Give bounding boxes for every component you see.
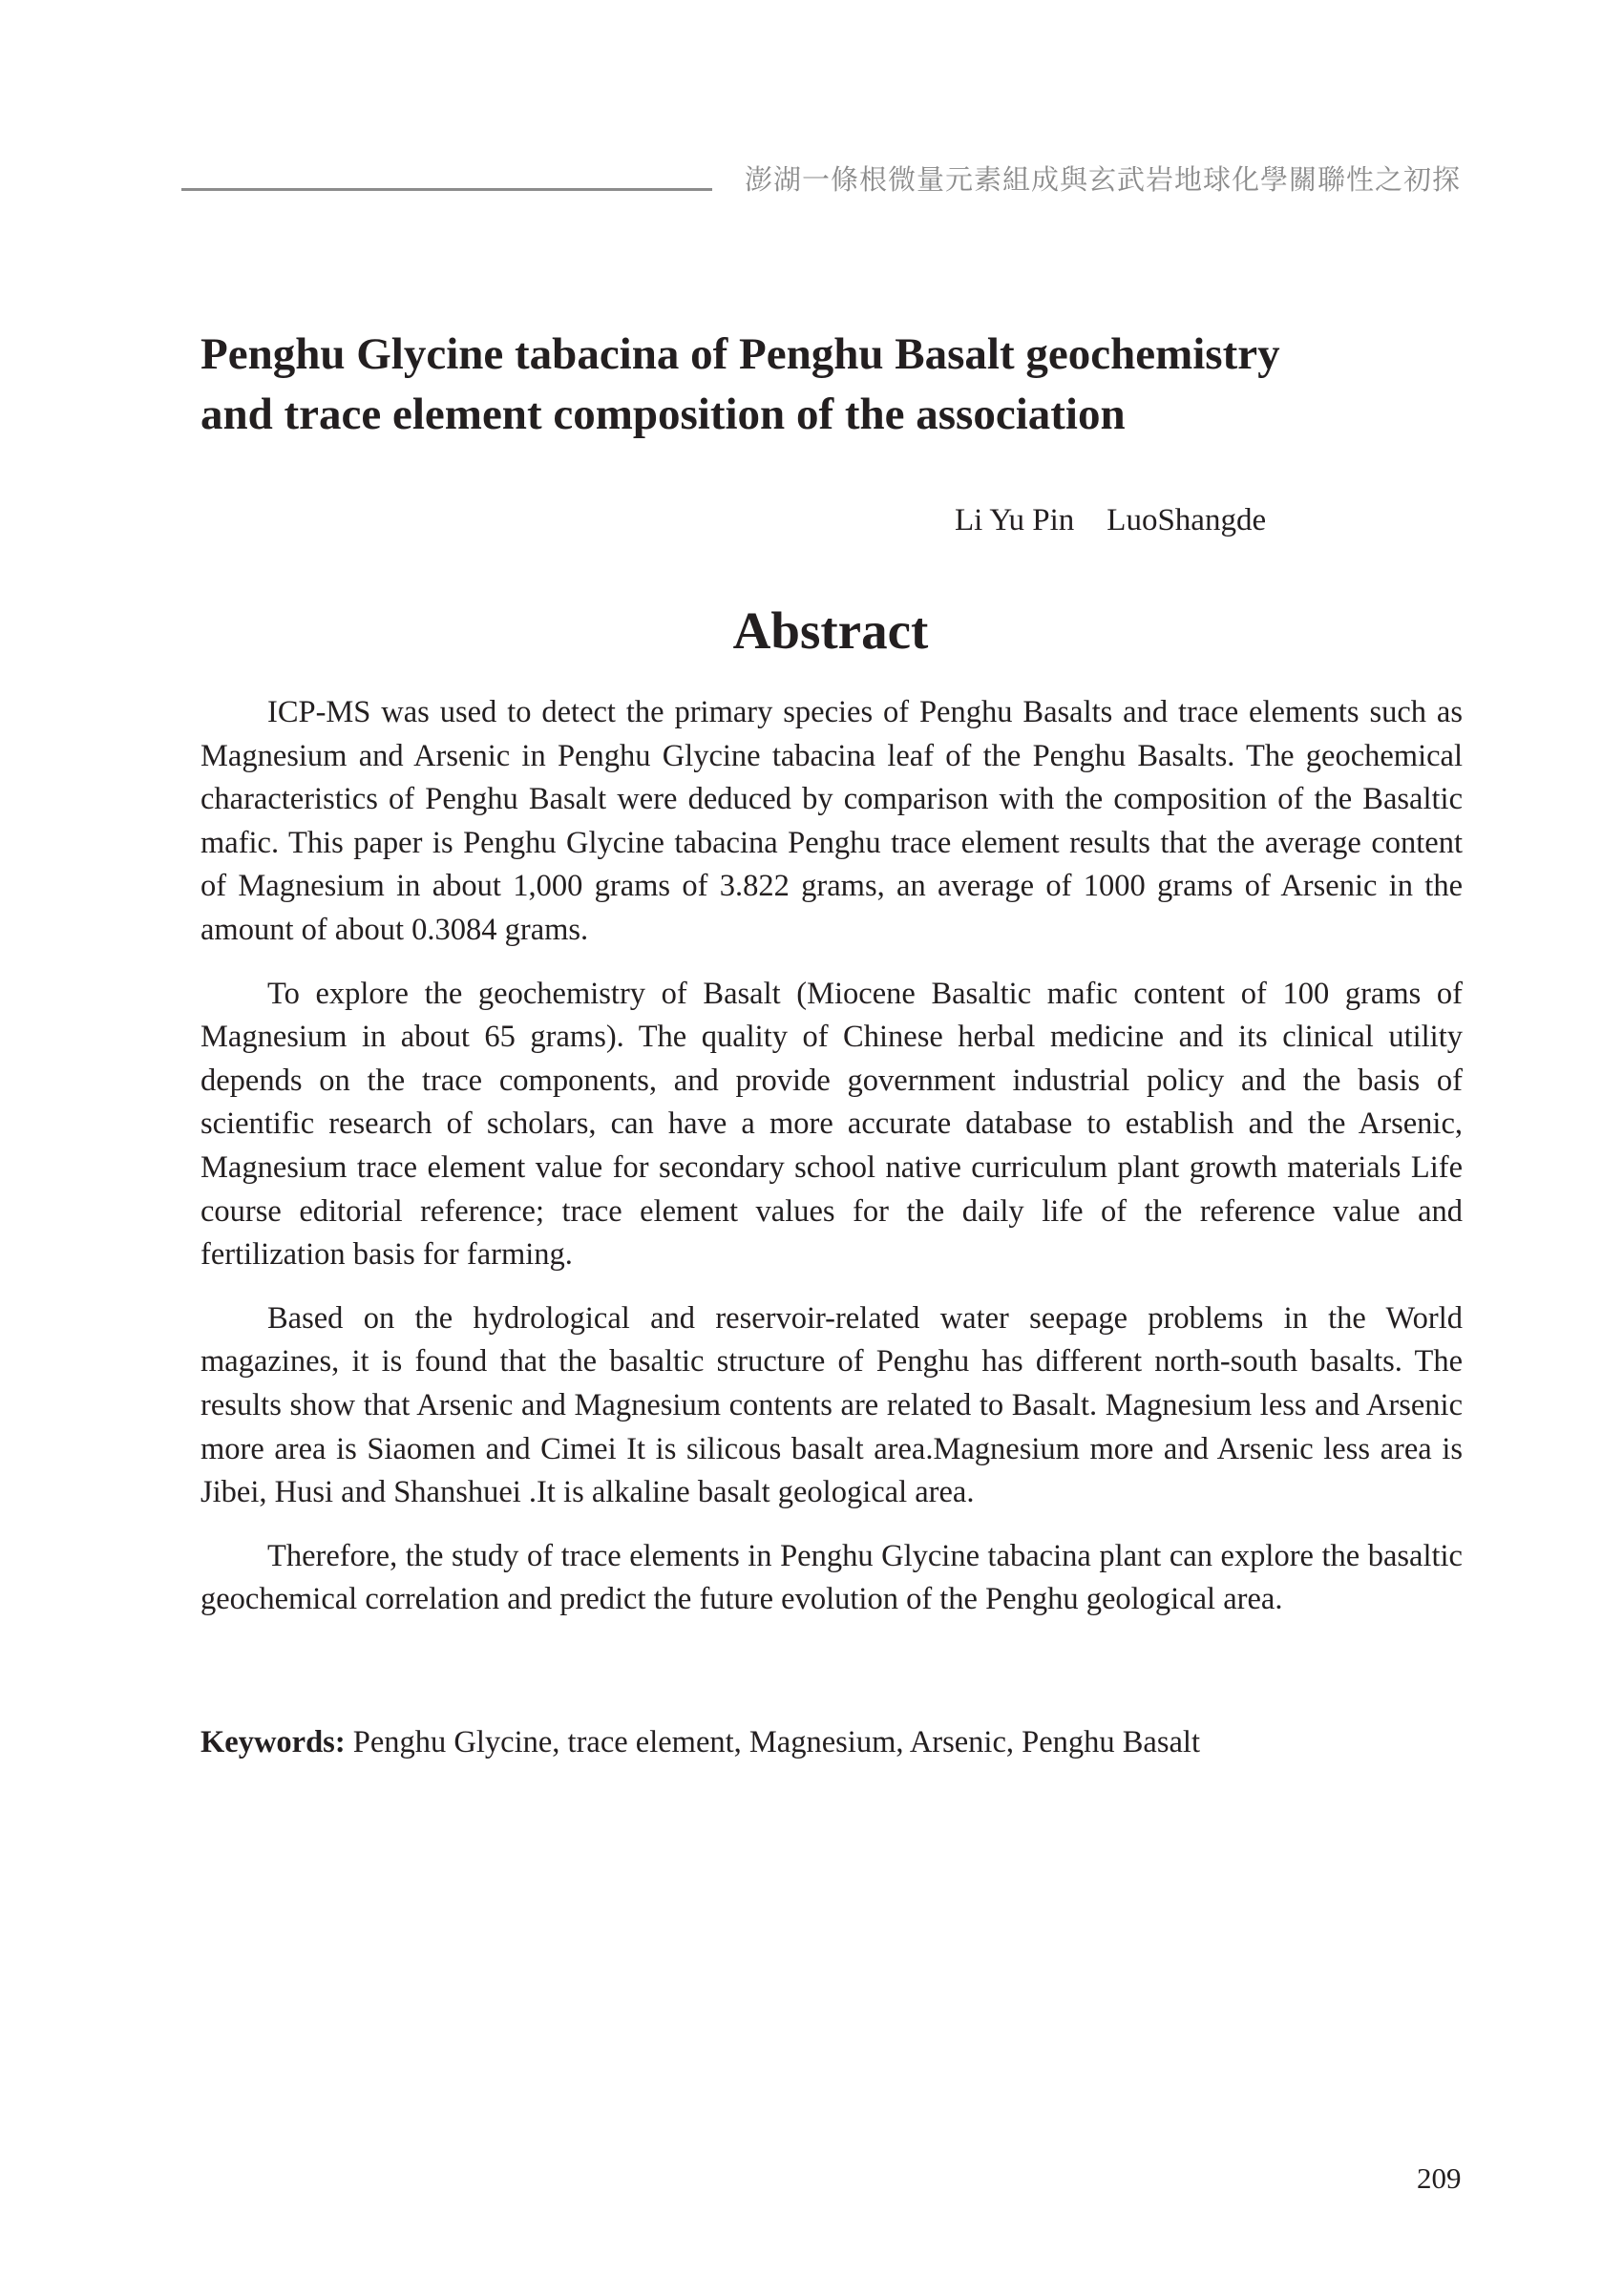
keywords-label: Keywords: — [200, 1725, 346, 1759]
abstract-heading: Abstract — [732, 601, 929, 660]
paper-title — [200, 325, 1480, 445]
abstract-paragraph: Based on the hydrological and reservoir-related water seepage problems in the World magazines, it is found that the basaltic structure of Penghu has different north-south basalts. The results show that Arsenic and Magnesium contents are related to Basalt. Magnesium less and Arsenic more area is Siaomen and Cimei It is silicous basalt area.Magnesium more and Arsenic less area is Jibei, Husi and Shanshuei .It is alkaline basalt geological area. — [200, 1300, 1463, 1510]
author-list — [955, 498, 1266, 542]
abstract-paragraph: ICP-MS was used to detect the primary species of Penghu Basalts and trace elements such as Magnesium and Arsenic in Penghu Glycine tabacina leaf of the Penghu Basalts. The geochemical characteristics of Penghu Basalt were deduced by comparison with the composition of the Basaltic mafic. This paper is Penghu Glycine tabacina Penghu trace element results that the average content of Magnesium in about 1,000 grams of 3.822 grams, an average of 1000 grams of Arsenic in the amount of about 0.3084 grams. — [200, 695, 1463, 947]
header-rule — [181, 188, 712, 191]
keywords — [200, 1720, 1461, 1764]
abstract-paragraph: To explore the geochemistry of Basalt (Miocene Basaltic mafic content of 100 grams of Magnesium in about 65 grams). The quality of Chinese herbal medicine and its clinical utility depends on the trace components, and provide government industrial policy and the basis of scientific research of scholars, can have a more accurate database to establish and the Arsenic, Magnesium trace element value for secondary school native curriculum plant growth materials Life course editorial reference; trace element values for the daily life of the reference value and fertilization basis for farming. — [200, 976, 1463, 1273]
paper-title-line-2: and trace element composition of the association — [200, 390, 1126, 439]
running-header-title: 澎湖一條根微量元素組成與玄武岩地球化學關聯性之初探 — [744, 163, 1461, 196]
paper-title-line-1: Penghu Glycine tabacina of Penghu Basalt geochemistry — [200, 329, 1280, 379]
running-header — [181, 160, 1465, 202]
keywords-text: Penghu Glycine, trace element, Magnesium, Arsenic, Penghu Basalt — [345, 1725, 1200, 1759]
author-name: LuoShangde — [1107, 503, 1267, 537]
page-number: 209 — [1417, 2161, 1462, 2195]
abstract-body — [200, 691, 1463, 1642]
abstract-paragraph: Therefore, the study of trace elements in Penghu Glycine tabacina plant can explore the basaltic geochemical correlation and predict the future evolution of the Penghu geological area. — [200, 1538, 1463, 1617]
author-name: Li Yu Pin — [955, 503, 1075, 537]
